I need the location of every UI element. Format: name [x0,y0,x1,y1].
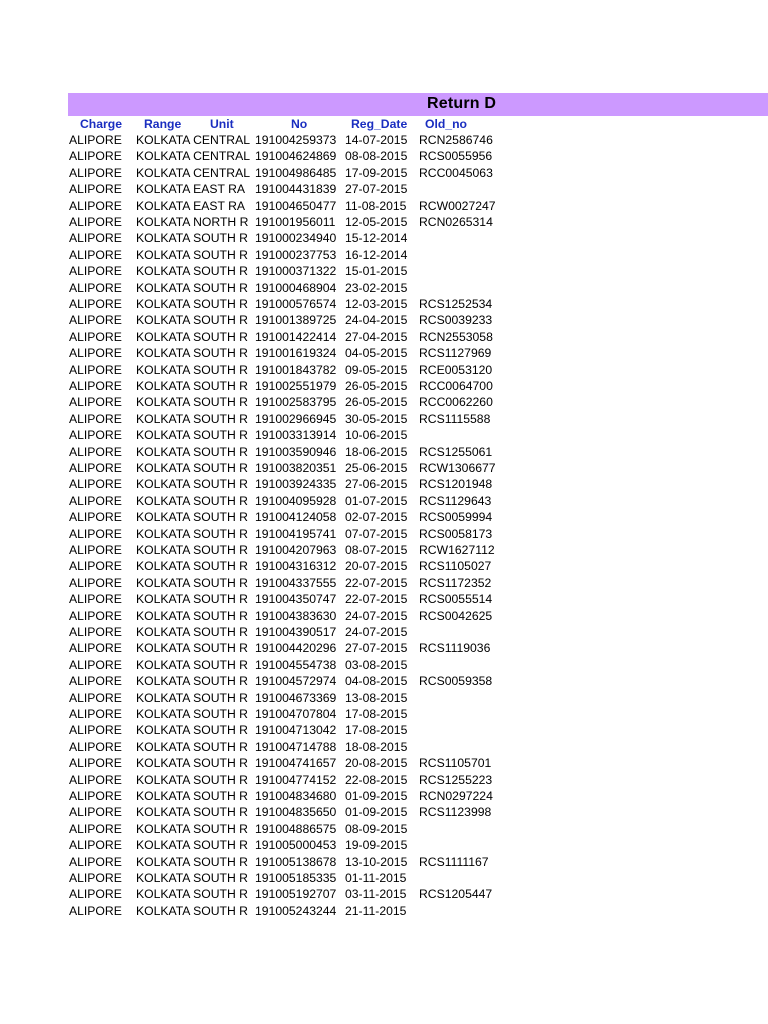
cell-old-no: RCS0059358 [419,674,493,689]
cell-charge: ALIPORE [69,526,122,541]
cell-reg-date: 13-10-2015 [345,854,408,869]
table-row [0,575,768,591]
table-row [0,427,768,443]
table-row [0,755,768,771]
cell-charge: ALIPORE [69,887,122,902]
table-row [0,296,768,312]
table-row [0,558,768,574]
cell-reg-date: 02-07-2015 [345,510,408,525]
cell-charge: ALIPORE [69,247,122,262]
cell-charge: ALIPORE [69,789,122,803]
table-row [0,542,768,558]
cell-no: 191004390517 [255,625,337,639]
cell-no: 191004207963 [255,543,337,557]
cell-charge: ALIPORE [69,329,122,344]
cell-old-no: RCC0062260 [419,395,493,410]
cell-charge: ALIPORE [69,690,122,705]
table-row [0,460,768,476]
cell-no: 191001389725 [255,313,337,328]
cell-reg-date: 24-04-2015 [345,313,408,328]
cell-no: 191004986485 [255,165,337,180]
cell-charge: ALIPORE [69,903,122,918]
cell-charge: ALIPORE [69,608,122,623]
cell-no: 191005185335 [255,871,337,885]
cell-charge: ALIPORE [69,575,122,590]
cell-reg-date: 09-05-2015 [345,362,408,377]
cell-no: 191002966945 [255,411,337,426]
cell-old-no: RCS1255223 [419,772,493,787]
cell-no: 191000234940 [255,231,337,246]
cell-range: KOLKATA SOUTH R [136,723,248,738]
cell-no: 191004350747 [255,592,337,607]
cell-reg-date: 12-05-2015 [345,215,408,229]
cell-reg-date: 27-06-2015 [345,477,408,492]
cell-reg-date: 01-11-2015 [345,871,407,885]
cell-charge: ALIPORE [69,756,122,771]
table-row [0,804,768,820]
cell-no: 191000576574 [255,297,337,311]
cell-reg-date: 01-09-2015 [345,789,408,803]
header-no: No [291,117,308,131]
cell-reg-date: 12-03-2015 [345,297,408,311]
cell-old-no: RCW1306677 [419,461,496,475]
cell-old-no: RCS1201948 [419,477,493,492]
cell-charge: ALIPORE [69,362,122,377]
table-row [0,886,768,902]
cell-charge: ALIPORE [69,346,122,361]
cell-reg-date: 15-01-2015 [345,264,408,279]
table-row [0,394,768,410]
cell-charge: ALIPORE [69,657,122,672]
cell-range: KOLKATA SOUTH R [136,772,248,787]
cell-range: KOLKATA SOUTH R [136,379,248,393]
cell-reg-date: 30-05-2015 [345,411,408,426]
cell-range: KOLKATA SOUTH R [136,625,248,639]
sheet-title: Return D [427,95,497,112]
cell-old-no: RCS1119036 [419,641,491,656]
cell-charge: ALIPORE [69,395,122,410]
cell-charge: ALIPORE [69,510,122,525]
table-row [0,788,768,804]
cell-charge: ALIPORE [69,461,122,475]
table-row [0,329,768,345]
table-row [0,657,768,673]
cell-range: KOLKATA SOUTH R [136,461,248,475]
table-row [0,476,768,492]
title-bar [68,93,768,116]
cell-reg-date: 16-12-2014 [345,247,408,262]
cell-range: KOLKATA SOUTH R [136,674,248,689]
table-row [0,624,768,640]
cell-range: KOLKATA SOUTH R [136,247,248,262]
cell-charge: ALIPORE [69,641,122,656]
cell-charge: ALIPORE [69,625,122,639]
table-row [0,690,768,706]
cell-no: 191001422414 [255,329,337,344]
cell-charge: ALIPORE [69,871,122,885]
cell-range: KOLKATA SOUTH R [136,444,248,459]
table-row [0,312,768,328]
cell-no: 191004886575 [255,821,337,836]
cell-no: 191003590946 [255,444,337,459]
cell-old-no: RCS1129643 [419,493,492,508]
cell-reg-date: 22-07-2015 [345,575,408,590]
table-row [0,739,768,755]
cell-no: 191000371322 [255,264,337,279]
cell-range: KOLKATA SOUTH R [136,592,248,607]
cell-no: 191000468904 [255,280,337,295]
cell-range: KOLKATA SOUTH R [136,805,248,820]
cell-charge: ALIPORE [69,313,122,328]
cell-range: KOLKATA NORTH R [136,215,249,229]
cell-range: KOLKATA SOUTH R [136,739,248,754]
table-row [0,132,768,148]
cell-charge: ALIPORE [69,772,122,787]
table-row [0,181,768,197]
cell-no: 191005000453 [255,838,337,853]
cell-no: 191001619324 [255,346,337,361]
cell-old-no: RCS0042625 [419,608,493,623]
cell-no: 191004431839 [255,182,337,197]
cell-reg-date: 10-06-2015 [345,428,408,443]
cell-charge: ALIPORE [69,707,122,721]
cell-reg-date: 08-08-2015 [345,149,408,164]
cell-no: 191004713042 [255,723,337,738]
cell-range: KOLKATA CENTRAL [136,149,251,164]
header-charge: Charge [80,117,122,131]
cell-range: KOLKATA SOUTH R [136,789,248,803]
cell-old-no: RCN2586746 [419,133,493,147]
cell-reg-date: 17-08-2015 [345,707,408,721]
cell-range: KOLKATA CENTRAL [136,133,251,147]
cell-old-no: RCN0297224 [419,789,493,803]
cell-reg-date: 22-08-2015 [345,772,408,787]
cell-range: KOLKATA SOUTH R [136,641,248,656]
cell-range: KOLKATA EAST RA [136,182,246,197]
cell-charge: ALIPORE [69,805,122,820]
cell-old-no: RCS0055956 [419,149,493,164]
cell-charge: ALIPORE [69,215,122,229]
cell-charge: ALIPORE [69,411,122,426]
table-row [0,870,768,886]
cell-reg-date: 17-09-2015 [345,165,408,180]
table-row [0,493,768,509]
cell-range: KOLKATA SOUTH R [136,362,248,377]
cell-range: KOLKATA SOUTH R [136,510,248,525]
cell-old-no: RCS1111167 [419,854,489,869]
cell-reg-date: 23-02-2015 [345,280,408,295]
cell-reg-date: 25-06-2015 [345,461,408,475]
cell-old-no: RCS1127969 [419,346,492,361]
table-row [0,411,768,427]
cell-range: KOLKATA SOUTH R [136,559,248,574]
cell-no: 191005243244 [255,903,337,918]
cell-no: 191004741657 [255,756,337,771]
cell-charge: ALIPORE [69,264,122,279]
cell-charge: ALIPORE [69,723,122,738]
cell-reg-date: 20-07-2015 [345,559,408,574]
cell-range: KOLKATA SOUTH R [136,608,248,623]
cell-old-no: RCN2553058 [419,329,493,344]
table-row [0,854,768,870]
cell-reg-date: 04-08-2015 [345,674,408,689]
cell-charge: ALIPORE [69,133,122,147]
cell-no: 191005192707 [255,887,337,902]
table-row [0,772,768,788]
cell-charge: ALIPORE [69,838,122,853]
cell-reg-date: 21-11-2015 [345,903,407,918]
header-reg-date: Reg_Date [351,117,408,131]
cell-no: 191003313914 [255,428,337,443]
cell-range: KOLKATA SOUTH R [136,543,248,557]
cell-no: 191001956011 [255,215,336,229]
cell-range: KOLKATA SOUTH R [136,887,248,902]
table-row [0,722,768,738]
cell-old-no: RCW0027247 [419,198,496,213]
cell-old-no: RCS1205447 [419,887,493,902]
cell-reg-date: 26-05-2015 [345,379,408,393]
table-row [0,706,768,722]
cell-range: KOLKATA SOUTH R [136,838,248,853]
table-row [0,247,768,263]
cell-old-no: RCC0064700 [419,379,493,393]
cell-no: 191004774152 [255,772,337,787]
cell-range: KOLKATA SOUTH R [136,526,248,541]
cell-range: KOLKATA SOUTH R [136,346,248,361]
table-row [0,591,768,607]
cell-no: 191004554738 [255,657,337,672]
table-row [0,378,768,394]
cell-old-no: RCS0039233 [419,313,493,328]
table-row [0,280,768,296]
cell-range: KOLKATA SOUTH R [136,231,248,246]
cell-range: KOLKATA SOUTH R [136,903,248,918]
cell-reg-date: 03-11-2015 [345,887,407,902]
cell-charge: ALIPORE [69,739,122,754]
cell-old-no: RCN0265314 [419,215,493,229]
cell-old-no: RCS1123998 [419,805,492,820]
table-row [0,214,768,230]
cell-reg-date: 18-08-2015 [345,739,408,754]
table-row [0,198,768,214]
cell-old-no: RCW1627112 [419,543,495,557]
cell-reg-date: 19-09-2015 [345,838,408,853]
cell-range: KOLKATA SOUTH R [136,690,248,705]
cell-reg-date: 13-08-2015 [345,690,408,705]
cell-no: 191005138678 [255,854,337,869]
cell-no: 191004337555 [255,575,337,590]
header-range: Range [144,117,182,131]
table-row [0,526,768,542]
table-row [0,345,768,361]
cell-no: 191004834680 [255,789,337,803]
cell-range: KOLKATA SOUTH R [136,854,248,869]
cell-range: KOLKATA SOUTH R [136,477,248,492]
cell-range: KOLKATA SOUTH R [136,575,248,590]
cell-no: 191000237753 [255,247,337,262]
cell-no: 191004195741 [255,526,337,541]
cell-no: 191004835650 [255,805,337,820]
cell-old-no: RCS1172352 [419,575,492,590]
cell-range: KOLKATA SOUTH R [136,395,248,410]
cell-reg-date: 01-09-2015 [345,805,408,820]
table-row [0,640,768,656]
cell-range: KOLKATA CENTRAL [136,165,251,180]
table-row [0,837,768,853]
cell-no: 191004124058 [255,510,337,525]
cell-reg-date: 15-12-2014 [345,231,408,246]
cell-reg-date: 17-08-2015 [345,723,408,738]
cell-reg-date: 26-05-2015 [345,395,408,410]
cell-old-no: RCE0053120 [419,362,493,377]
cell-charge: ALIPORE [69,280,122,295]
cell-charge: ALIPORE [69,231,122,246]
table-row [0,821,768,837]
cell-no: 191004624869 [255,149,337,164]
cell-reg-date: 24-07-2015 [345,608,408,623]
cell-reg-date: 08-09-2015 [345,821,408,836]
cell-charge: ALIPORE [69,674,122,689]
cell-charge: ALIPORE [69,493,122,508]
cell-reg-date: 18-06-2015 [345,444,408,459]
cell-charge: ALIPORE [69,477,122,492]
cell-no: 191004572974 [255,674,337,689]
cell-range: KOLKATA SOUTH R [136,428,248,443]
cell-charge: ALIPORE [69,559,122,574]
table-row [0,509,768,525]
cell-range: KOLKATA SOUTH R [136,329,248,344]
cell-no: 191004714788 [255,739,337,754]
cell-charge: ALIPORE [69,543,122,557]
cell-range: KOLKATA SOUTH R [136,871,248,885]
cell-no: 191003924335 [255,477,337,492]
cell-reg-date: 04-05-2015 [345,346,408,361]
cell-old-no: RCS1115588 [419,411,491,426]
cell-reg-date: 20-08-2015 [345,756,408,771]
cell-old-no: RCC0045063 [419,165,493,180]
table-row [0,903,768,919]
cell-old-no: RCS1105027 [419,559,492,574]
table-row [0,673,768,689]
cell-range: KOLKATA SOUTH R [136,756,248,771]
table-row [0,608,768,624]
cell-charge: ALIPORE [69,198,122,213]
cell-old-no: RCS1105701 [419,756,492,771]
cell-charge: ALIPORE [69,854,122,869]
cell-range: KOLKATA SOUTH R [136,313,248,328]
cell-charge: ALIPORE [69,149,122,164]
table-row [0,230,768,246]
cell-no: 191001843782 [255,362,337,377]
cell-no: 191003820351 [255,461,337,475]
cell-reg-date: 27-04-2015 [345,329,408,344]
cell-charge: ALIPORE [69,182,122,197]
cell-range: KOLKATA SOUTH R [136,280,248,295]
cell-no: 191004259373 [255,133,337,147]
table-row [0,263,768,279]
cell-range: KOLKATA SOUTH R [136,493,248,508]
cell-reg-date: 11-08-2015 [345,198,407,213]
cell-old-no: RCS0059994 [419,510,493,525]
cell-reg-date: 07-07-2015 [345,526,408,541]
cell-range: KOLKATA SOUTH R [136,411,248,426]
table-row [0,444,768,460]
cell-range: KOLKATA EAST RA [136,198,246,213]
cell-charge: ALIPORE [69,165,122,180]
cell-range: KOLKATA SOUTH R [136,264,248,279]
cell-charge: ALIPORE [69,592,122,607]
cell-charge: ALIPORE [69,821,122,836]
cell-no: 191004316312 [255,559,337,574]
cell-old-no: RCS0058173 [419,526,493,541]
cell-charge: ALIPORE [69,444,122,459]
cell-reg-date: 24-07-2015 [345,625,408,639]
cell-charge: ALIPORE [69,297,122,311]
cell-range: KOLKATA SOUTH R [136,657,248,672]
cell-reg-date: 14-07-2015 [345,133,408,147]
cell-no: 191004673369 [255,690,337,705]
cell-old-no: RCS1255061 [419,444,493,459]
cell-no: 191004707804 [255,707,337,721]
header-old-no: Old_no [425,117,467,131]
table-row [0,362,768,378]
table-header [0,116,768,132]
cell-no: 191004095928 [255,493,337,508]
cell-charge: ALIPORE [69,379,122,393]
cell-no: 191002551979 [255,379,337,393]
cell-reg-date: 22-07-2015 [345,592,408,607]
cell-no: 191004650477 [255,198,337,213]
cell-range: KOLKATA SOUTH R [136,297,248,311]
cell-no: 191004383630 [255,608,337,623]
cell-charge: ALIPORE [69,428,122,443]
cell-old-no: RCS0055514 [419,592,493,607]
header-unit: Unit [210,117,234,131]
cell-reg-date: 27-07-2015 [345,641,408,656]
cell-no: 191004420296 [255,641,337,656]
cell-reg-date: 08-07-2015 [345,543,408,557]
table-row [0,165,768,181]
cell-reg-date: 01-07-2015 [345,493,408,508]
cell-reg-date: 03-08-2015 [345,657,408,672]
table-row [0,148,768,164]
cell-reg-date: 27-07-2015 [345,182,408,197]
cell-no: 191002583795 [255,395,337,410]
cell-range: KOLKATA SOUTH R [136,707,248,721]
cell-range: KOLKATA SOUTH R [136,821,248,836]
cell-old-no: RCS1252534 [419,297,493,311]
